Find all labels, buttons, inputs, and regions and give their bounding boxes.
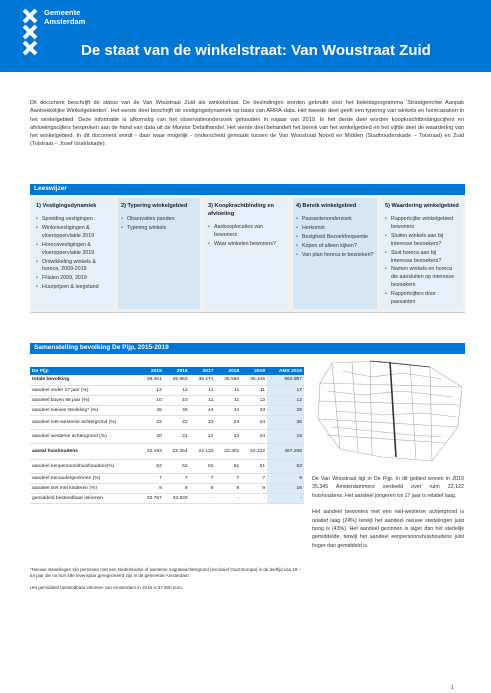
table-row <box>30 375 304 385</box>
row-label: aandeel niet-westerse achtergrond (%) <box>30 415 138 429</box>
table-notes <box>30 567 304 596</box>
table-cell: 11 <box>241 385 267 395</box>
column-heading: 1) Vestigingsdynamiek <box>36 203 97 209</box>
list-item: • Spreiding vestigingen <box>36 216 110 224</box>
table-header: 2016 <box>164 367 190 375</box>
table-cell: - <box>241 493 267 503</box>
leeswijzer-column-5 <box>382 198 462 309</box>
table-cell: 35.345 <box>241 375 267 385</box>
table-cell: 22 <box>138 415 164 429</box>
table-cell: 7 <box>138 473 164 483</box>
table-row <box>30 429 304 443</box>
list-item: • Filialen 2009, 2019 <box>36 275 110 283</box>
column-heading: 4) Bereik winkelgebied <box>296 203 357 209</box>
list-item: • Sluiten winkels aan bij interesse bezoekers? <box>385 233 459 249</box>
table-row <box>30 395 304 405</box>
table-row <box>30 443 304 459</box>
table-cell: 21 <box>190 429 216 443</box>
row-label: aandeel boven 65 jaar (%) <box>30 395 138 405</box>
table-row <box>30 385 304 395</box>
list-item: • Namen winkels en horeca die aansluiten op interesse bezoekers <box>385 266 459 290</box>
row-label: aandeel onder 17 jaar (%) <box>30 385 138 395</box>
list-item: • Rapportcijfer winkelgebied bewoners <box>385 216 459 232</box>
table-cell: 11 <box>190 385 216 395</box>
table-cell: 43 <box>241 405 267 415</box>
leeswijzer-column-4 <box>293 198 377 309</box>
table-cell: - <box>190 493 216 503</box>
row-label: totale bevolking <box>30 375 138 385</box>
list-item: • Waar winkelen bewoners? <box>208 241 285 249</box>
table-cell: 35.553 <box>164 375 190 385</box>
table-header-row <box>30 367 304 375</box>
logo-line-2: Amsterdam <box>44 16 86 26</box>
list-item: • Typering winkels <box>121 225 197 233</box>
table-cell: 45 <box>164 405 190 415</box>
table-cell: 19 <box>267 429 304 443</box>
population-table <box>30 367 304 504</box>
logo-line-1: Gemeente <box>44 8 81 17</box>
table-cell: 11 <box>215 385 241 395</box>
table-cell: 12 <box>138 385 164 395</box>
table-cell: 9 <box>190 483 216 493</box>
leeswijzer-column-1 <box>33 198 113 309</box>
table-cell: 467.206 <box>267 443 304 459</box>
page-title: De staat van de winkelstraat: Van Woustraat Zuid <box>81 42 431 59</box>
amsterdam-logo <box>22 8 38 56</box>
list-item: • Rapportcijfers door passanten <box>385 291 459 307</box>
row-label: aandeel stel met kinderen (%) <box>30 483 138 493</box>
table-cell: 9 <box>267 473 304 483</box>
row-label: aantal huishoudens <box>30 443 138 459</box>
list-item: • Passantenonderzoek <box>296 216 374 224</box>
table-cell: 12 <box>164 385 190 395</box>
list-item: • Bezigheid Bezoekfrequentie <box>296 234 374 242</box>
de-pijp-map <box>312 357 464 465</box>
samenstelling-title: Samenstelling bevolking De Pijp, 2015-2019 <box>30 343 465 354</box>
table-cell: 24 <box>241 429 267 443</box>
table-cell: 62 <box>190 459 216 473</box>
table-cell: 23 <box>215 429 241 443</box>
table-cell: 7 <box>241 473 267 483</box>
table-cell: 62 <box>138 459 164 473</box>
note-inkomen: Het gemiddeld besteedbaar inkomen van Amsterdam in 2016 is 37.800 euro. <box>30 584 184 590</box>
table-cell: 7 <box>164 473 190 483</box>
table-cell: 11 <box>215 395 241 405</box>
table-cell: 23 <box>190 415 216 429</box>
table-cell: 23 <box>215 415 241 429</box>
list-item: • Observaties panden <box>121 216 197 224</box>
table-cell: - <box>215 493 241 503</box>
table-header: 2015 <box>138 367 164 375</box>
list-item: • Ontwikkeling winkels & horeca, 2009-2019 <box>36 259 110 275</box>
table-cell: 22.132 <box>190 443 216 459</box>
table-cell: 16 <box>267 483 304 493</box>
table-cell: 44 <box>215 405 241 415</box>
table-header: 2017 <box>190 367 216 375</box>
table-row <box>30 405 304 415</box>
table-cell: 24 <box>241 415 267 429</box>
table-row <box>30 415 304 429</box>
note-nieuwe-stedelingen: *Nieuwe stedelingen zijn personen met een Nederlandse of westerse migratieachtergrond (exclusief Oost-Europa) in de leeftijd van 18 – 54 jaar die na hun 18e levensjaar geregistreerd zijn in de gemeente Amsterdam. <box>30 567 302 579</box>
table-cell: 35.461 <box>138 375 164 385</box>
table-cell: - <box>267 493 304 503</box>
table-cell: 45 <box>138 405 164 415</box>
table-header: 2019 <box>241 367 267 375</box>
list-item: • Aankooplocaties van bewoners <box>208 224 285 240</box>
row-label: aandeel eenoudergezinnen (%) <box>30 473 138 483</box>
table-cell: 33.933 <box>164 493 190 503</box>
list-item: • Sluit horeca aan bij interesse bezoekers? <box>385 250 459 266</box>
list-item: • Van plan horeca te bezoeken? <box>296 252 374 260</box>
table-cell: 10 <box>138 395 164 405</box>
table-row <box>30 483 304 493</box>
row-label: aandeel nieuwe stedeling* (%) <box>30 405 138 415</box>
table-cell: 22.254 <box>164 443 190 459</box>
leeswijzer-column-2 <box>118 198 200 309</box>
table-cell: 11 <box>190 395 216 405</box>
table-cell: 7 <box>215 473 241 483</box>
row-label: aandeel westerse achtergrond (%) <box>30 429 138 443</box>
table-cell: 17 <box>267 385 304 395</box>
logo-text <box>44 9 85 26</box>
row-label: aandeel eenpersoonshuishoudens(%) <box>30 459 138 473</box>
row-label: gemiddeld besteedbaar inkomen <box>30 493 138 503</box>
table-cell: 61 <box>241 459 267 473</box>
table-row <box>30 473 304 483</box>
table-cell: 22 <box>164 415 190 429</box>
table-cell: 9 <box>138 483 164 493</box>
table-cell: 12 <box>241 395 267 405</box>
column-heading: 2) Typering winkelgebied <box>121 203 188 209</box>
table-row <box>30 459 304 473</box>
column-heading: 3) Koopkrachtbinding en afvloeiing <box>208 203 274 217</box>
table-cell: 12 <box>267 395 304 405</box>
table-cell: 10 <box>164 395 190 405</box>
leeswijzer-column-3 <box>205 198 288 309</box>
table-cell: 7 <box>190 473 216 483</box>
table-cell: 22.193 <box>138 443 164 459</box>
list-item: • Herkomst <box>296 225 374 233</box>
table-cell: 62 <box>164 459 190 473</box>
table-cell: 22.122 <box>241 443 267 459</box>
table-cell: 35.560 <box>215 375 241 385</box>
leeswijzer-box <box>30 195 465 313</box>
table-cell: 29 <box>267 405 304 415</box>
samenstelling-paragraph-2: Het aandeel bewoners met een niet-westerse achtergrond is relatief laag (24%) terwijl het aandeel nieuwe stedelingen juist hoog is (43%). Het aandeel gezinnen is lager dan het stedelijk gemiddelde, terwijl het aandeel eenpersoonshuishoudens juist hoger dan gemiddeld is. <box>312 509 464 549</box>
list-item: • Winkelvestigingen & vloeroppervlakte 2019 <box>36 225 110 241</box>
table-cell: 44 <box>190 405 216 415</box>
table-cell: 20 <box>138 429 164 443</box>
page-header <box>0 0 491 72</box>
table-header: 2018 <box>215 367 241 375</box>
table-cell: 9 <box>215 483 241 493</box>
table-cell: 53 <box>267 459 304 473</box>
column-heading: 5) Waardering winkelgebied <box>385 203 459 209</box>
samenstelling-paragraph-1: De Van Woustraat ligt in De Pijp. In dit gebied wonen in 2019 35.345 Amsterdammers verdeeld over ruim 22.122 huishoudens. Het aandeel jongeren tot 17 jaar is relatief laag. <box>312 476 464 499</box>
table-cell: 32.767 <box>138 493 164 503</box>
list-item: • Huurprijzen & leegstand <box>36 284 110 292</box>
table-cell: 9 <box>164 483 190 493</box>
table-header: De Pijp <box>30 367 138 375</box>
samenstelling-text <box>312 475 464 558</box>
table-cell: 36 <box>267 415 304 429</box>
table-header: AMS 2019 <box>267 367 304 375</box>
page-number: 1 <box>451 685 454 691</box>
table-cell: 9 <box>241 483 267 493</box>
list-item: • Horecavestigingen & vloeroppervlakte 2019 <box>36 242 110 258</box>
table-cell: 862.987 <box>267 375 304 385</box>
table-cell: 21 <box>164 429 190 443</box>
table-cell: 61 <box>215 459 241 473</box>
intro-paragraph: Dit document beschrijft de status van de Van Woustraat Zuid als winkelstraat. De bevindingen worden gebruikt voor het beleidsprogramma 'Straatgerichte Aanpak Aantrekkelijke Winkelgebieden'. Het eerste deel beschrijft de vestigingsdynamiek op basis van ARRA-data. Het tweede deel geeft een typering van winkels en horecazaken in het winkelgebied. Deze informatie is afkomstig van het observatieonderzoek gehouden in najaar van 2019. In het derde deel worden koopkrachtbindingscijfers en afvloeiingscijfers besproken aan de hand van data uit de Monitor Detailhandel. Het vierde deel behandelt het bereik van het winkelgebied en het vijfde deel de waardering van het winkelgebied. In dit document wordt - daar waar mogelijk - onderscheid gemaakt tussen de Van Woustraat Noord en Midden (Stadhouderskade – Toistraat) en Zuid (Toistraat – Josef Israëlskade). <box>30 100 464 148</box>
leeswijzer-title: Leeswijzer <box>30 184 465 195</box>
table-cell: 22.301 <box>215 443 241 459</box>
table-cell: 35.271 <box>190 375 216 385</box>
table-row <box>30 493 304 503</box>
list-item: • Kopen of alleen kijken? <box>296 243 374 251</box>
